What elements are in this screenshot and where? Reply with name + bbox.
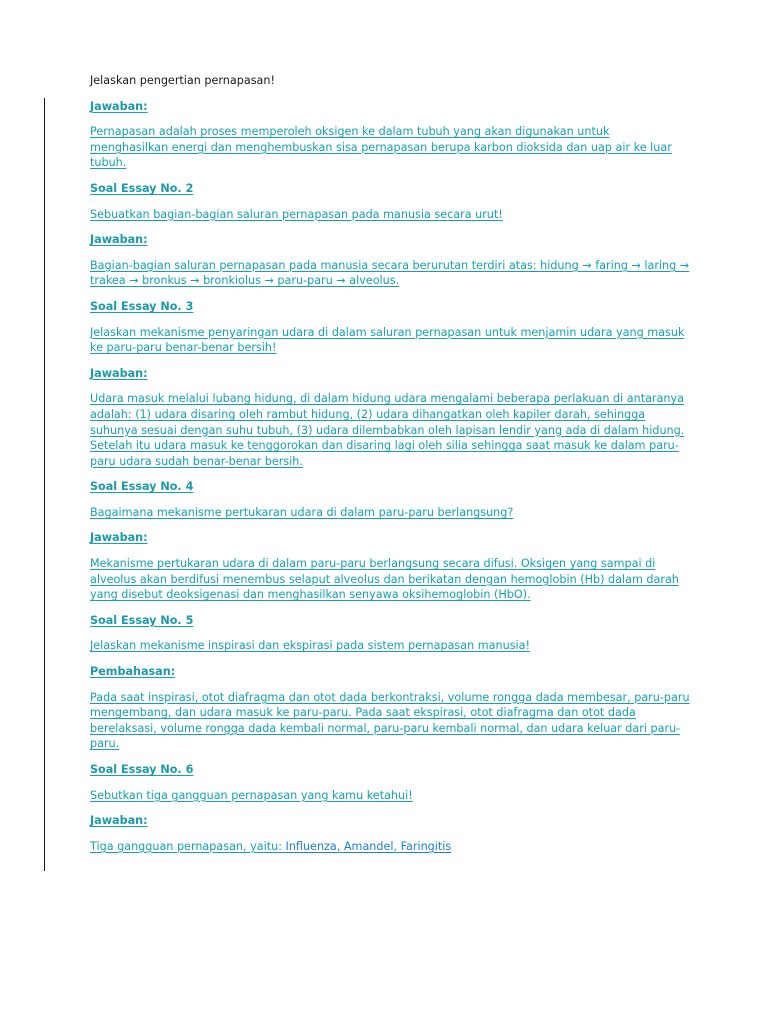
qa-blocks [90,99,690,829]
paragraph-text: Sebuatkan bagian-bagian saluran pernapasan pada manusia secara urut! [90,207,503,221]
link-influenza[interactable]: Influenza [285,839,337,853]
section-heading: Jawaban: [90,366,148,380]
paragraph-text: Bagian-bagian saluran pernapasan pada manusia secara berurutan terdiri atas: hidung → faring → laring → trakea → bronkus → bronkiolus → paru-paru → alveolus. [90,258,690,288]
paragraph-text: Pernapasan adalah proses memperoleh oksigen ke dalam tubuh yang akan digunakan untuk menghasilkan energi dan menghembuskan sisa pernapasan berupa karbon dioksida dan uap air ke luar tubuh. [90,125,672,170]
section-heading: Jawaban: [90,233,148,247]
paragraph-text: Bagaimana mekanisme pertukaran udara di dalam paru-paru berlangsung? [90,505,514,519]
paragraph-text: Pada saat inspirasi, otot diafragma dan otot dada berkontraksi, volume rongga dada membesar, paru-paru mengembang, dan udara masuk ke paru-paru. Pada saat ekspirasi, otot diafragma dan otot dada berelaksasi, volume rongga dada kembali normal, paru-paru kembali normal, dan udara keluar dari paru-paru. [90,690,690,751]
link-faringitis[interactable]: Faringitis [400,839,452,853]
section-heading: Soal Essay No. 4 [90,480,194,494]
section-heading: Jawaban: [90,531,148,545]
section-heading: Soal Essay No. 5 [90,613,194,627]
paragraph-text: Mekanisme pertukaran udara di dalam paru-paru berlangsung secara difusi. Oksigen yang sampai di alveolus akan berdifusi menembus selaput alveolus dan berikatan dengan hemoglobin (Hb) dalam darah yang disebut deoksigenasi dan menghasilkan senyawa oksihemoglobin (HbO). [90,557,679,602]
paragraph-text: Jelaskan mekanisme inspirasi dan ekspirasi pada sistem pernapasan manusia! [90,639,530,653]
separator-2: , [393,839,401,853]
section-heading: Pembahasan: [90,665,176,679]
paragraph-text: Sebutkan tiga gangguan pernapasan yang kamu ketahui! [90,788,413,802]
section-heading: Jawaban: [90,814,148,828]
section-heading: Soal Essay No. 6 [90,763,194,776]
paragraph-text: Jelaskan mekanisme penyaringan udara di dalam saluran pernapasan untuk menjamin udara yang masuk ke paru-paru benar-benar bersih! [90,325,685,355]
document-content [90,73,690,864]
intro-question: Jelaskan pengertian pernapasan! [90,74,275,87]
paragraph-text: Udara masuk melalui lubang hidung, di dalam hidung udara mengalami beberapa perlakuan di antaranya adalah: (1) udara disaring oleh rambut hidung, (2) udara dihangatkan oleh kapiler darah, sehingga suhunya sesuai dengan suhu tubuh, (3) udara dilembabkan oleh lapisan lendir yang ada di dalam hidung. Setelah itu udara masuk ke tenggorokan dan disaring lagi oleh silia sehingga saat masuk ke dalam paru-paru udara sudah benar-benar bersih. [90,392,685,468]
section-heading: Jawaban: [90,99,148,113]
section-heading: Soal Essay No. 2 [90,181,194,195]
section-heading: Soal Essay No. 3 [90,299,194,313]
margin-change-bar [44,98,45,871]
link-amandel[interactable]: Amandel [343,839,394,853]
final-answer [90,839,690,855]
separator-1: , [336,839,344,853]
final-answer-prefix: Tiga gangguan pernapasan, yaitu: [90,839,286,853]
